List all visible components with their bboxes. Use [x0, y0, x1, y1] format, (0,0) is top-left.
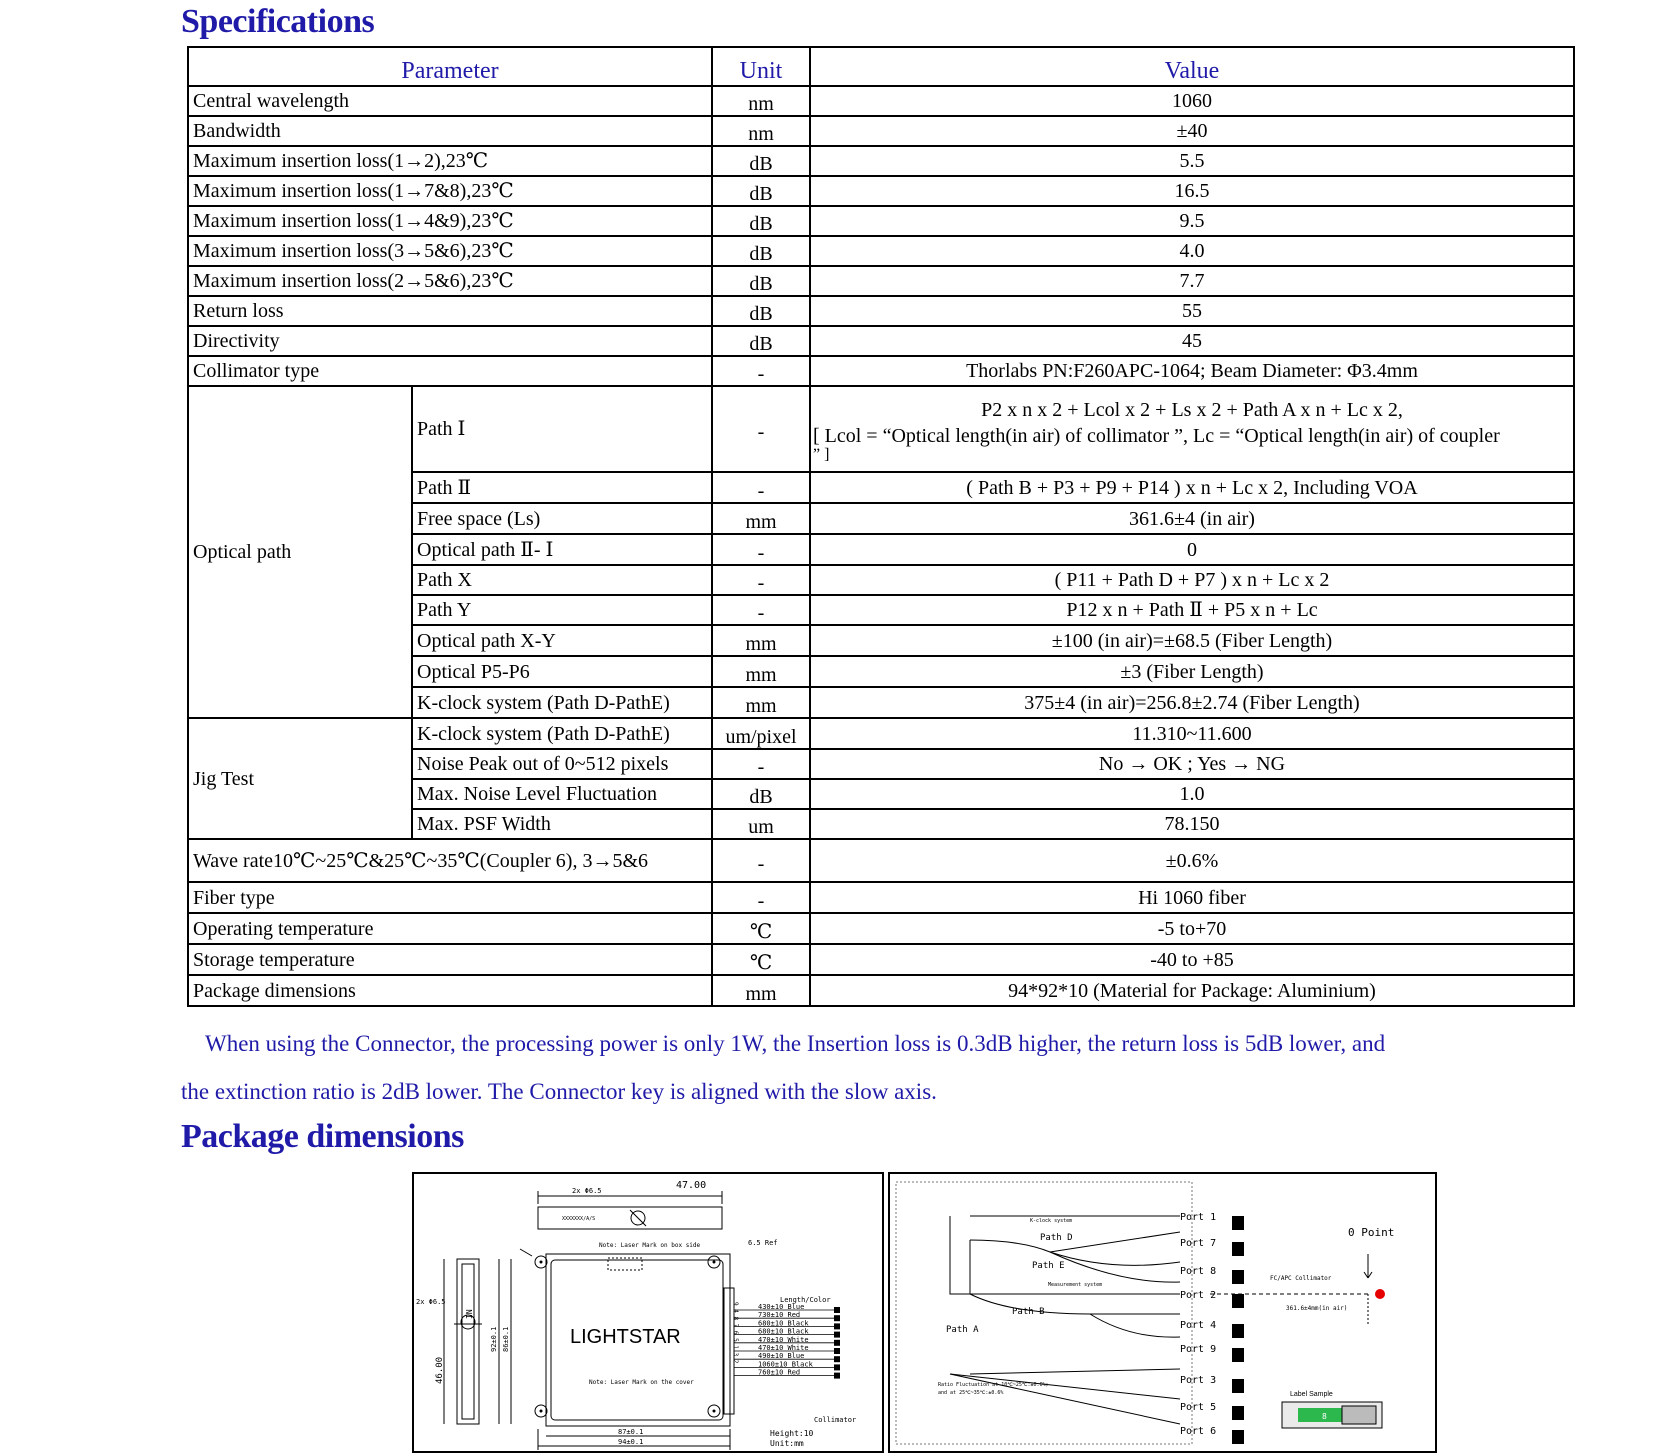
- value-cell: ±3 (Fiber Length): [810, 656, 1574, 687]
- kclock-label: K-clock system: [1030, 1218, 1073, 1224]
- port-label: Port 7: [1180, 1238, 1217, 1249]
- table-row: [188, 386, 1574, 472]
- param-cell: Collimator type: [188, 356, 712, 386]
- param-cell: K-clock system (Path D-PathE): [412, 718, 712, 749]
- ratio-note-2: and at 25℃~35℃:±0.6%: [938, 1390, 1004, 1396]
- length-color-title: Length/Color: [780, 1296, 831, 1304]
- optical-diagram-svg: [890, 1174, 1435, 1451]
- value-cell: 1060: [810, 86, 1574, 116]
- measurement-label: Measurement system: [1048, 1282, 1103, 1288]
- fiber-spec: 470±10 White: [758, 1344, 809, 1352]
- param-cell: Storage temperature: [188, 944, 712, 975]
- package-drawing-svg: [414, 1174, 882, 1451]
- param-cell: Maximum insertion loss(3→5&6),23℃: [188, 236, 712, 266]
- unit-cell: nm: [712, 86, 810, 116]
- fiber-list: [734, 1303, 840, 1379]
- fiber-connector: [834, 1373, 840, 1379]
- fiber-connector: [834, 1315, 840, 1321]
- port-label: Port 1: [1180, 1212, 1217, 1223]
- specifications-title: Specifications: [181, 3, 375, 40]
- fiber-connector: [834, 1340, 840, 1346]
- port-label: Port 8: [1180, 1266, 1217, 1277]
- param-cell: Package dimensions: [188, 975, 712, 1006]
- unit-cell: -: [712, 565, 810, 595]
- fiber-spec: 680±10 Black: [758, 1327, 809, 1336]
- param-cell: Maximum insertion loss(2→5&6),23℃: [188, 266, 712, 296]
- table-row: [188, 236, 1574, 266]
- value-cell: P12 x n + Path Ⅱ + P5 x n + Lc: [810, 595, 1574, 625]
- zero-point-label: 0 Point: [1348, 1226, 1395, 1239]
- table-row: [188, 944, 1574, 975]
- value-cell: ±100 (in air)=±68.5 (Fiber Length): [810, 625, 1574, 656]
- port-label: Port 6: [1180, 1426, 1217, 1437]
- fiber-connector: [834, 1323, 840, 1329]
- param-cell: Wave rate10℃~25℃&25℃~35℃(Coupler 6), 3→5&6: [188, 839, 712, 882]
- table-row: [188, 206, 1574, 236]
- holes-top-label: 2x Φ6.5: [572, 1187, 602, 1195]
- value-cell: Hi 1060 fiber: [810, 882, 1574, 913]
- table-row: [188, 356, 1574, 386]
- unit-cell: ℃: [712, 913, 810, 944]
- fiber-spec: 680±10 Black: [758, 1319, 809, 1328]
- param-cell: Operating temperature: [188, 913, 712, 944]
- table-row: [188, 839, 1574, 882]
- height-label: Height:10: [770, 1429, 814, 1438]
- optical-diagram: [888, 1172, 1437, 1453]
- unit-cell: dB: [712, 206, 810, 236]
- in-port-label: IN: [465, 1309, 474, 1319]
- param-cell: Max. Noise Level Fluctuation: [412, 779, 712, 809]
- value-cell: 9.5: [810, 206, 1574, 236]
- unit-cell: dB: [712, 779, 810, 809]
- param-cell: K-clock system (Path D-PathE): [412, 687, 712, 718]
- zero-point-marker: [1375, 1289, 1385, 1299]
- unit-cell: dB: [712, 176, 810, 206]
- port-label: Port 5: [1180, 1402, 1217, 1413]
- param-cell: Free space (Ls): [412, 503, 712, 534]
- path1-line2: [ Lcol = “Optical length(in air) of collimator ”, Lc = “Optical length(in air) of coupler: [813, 425, 1500, 447]
- value-cell: ±0.6%: [810, 839, 1574, 882]
- value-cell-path1: [810, 386, 1574, 472]
- brand-logo: LIGHTSTAR: [570, 1326, 681, 1348]
- unit-cell: mm: [712, 503, 810, 534]
- dim-94: 94±0.1: [618, 1438, 644, 1446]
- unit-cell: -: [712, 356, 810, 386]
- param-cell: Fiber type: [188, 882, 712, 913]
- fiber-spec: 730±10 Red: [758, 1311, 801, 1320]
- unit-cell: -: [712, 472, 810, 503]
- path-a-label: Path A: [946, 1325, 979, 1335]
- fiber-connector: [834, 1307, 840, 1313]
- value-cell: 375±4 (in air)=256.8±2.74 (Fiber Length): [810, 687, 1574, 718]
- value-cell: 45: [810, 326, 1574, 356]
- table-row: [188, 913, 1574, 944]
- unit-cell: dB: [712, 236, 810, 266]
- table-row: [188, 718, 1574, 749]
- svg-text:8: 8: [1322, 1412, 1327, 1421]
- value-cell: 1.0: [810, 779, 1574, 809]
- unit-cell: -: [712, 882, 810, 913]
- dim-92: 92±0.1: [490, 1326, 498, 1352]
- unit-cell: mm: [712, 975, 810, 1006]
- unit-cell: ℃: [712, 944, 810, 975]
- fiber-spec: 1060±10 Black: [758, 1360, 813, 1369]
- param-cell: Path Ⅱ: [412, 472, 712, 503]
- table-row: [188, 266, 1574, 296]
- param-cell: Path X: [412, 565, 712, 595]
- fiber-connector: [834, 1364, 840, 1370]
- value-cell: Thorlabs PN:F260APC-1064; Beam Diameter: Φ3.4mm: [810, 356, 1574, 386]
- note-text-1: When using the Connector, the processing power is only 1W, the Insertion loss is 0.3dB higher, the return loss is 5dB lower, and: [205, 1031, 1386, 1056]
- ratio-note-1: Ratio Fluctuation at 10℃~25℃:±0.6%;: [938, 1382, 1049, 1388]
- value-cell: 7.7: [810, 266, 1574, 296]
- param-cell: Maximum insertion loss(1→2),23℃: [188, 146, 712, 176]
- param-cell: Bandwidth: [188, 116, 712, 146]
- unit-cell: mm: [712, 656, 810, 687]
- fiber-spec: 760±10 Red: [758, 1368, 801, 1377]
- param-cell: Optical path X-Y: [412, 625, 712, 656]
- table-row: [188, 146, 1574, 176]
- unit-cell: mm: [712, 687, 810, 718]
- fiber-connector: [834, 1348, 840, 1354]
- unit-cell: -: [712, 595, 810, 625]
- param-cell: Directivity: [188, 326, 712, 356]
- port-label: Port 3: [1180, 1375, 1217, 1386]
- unit-cell: dB: [712, 266, 810, 296]
- param-cell: Optical P5-P6: [412, 656, 712, 687]
- value-cell: -5 to+70: [810, 913, 1574, 944]
- unit-cell: dB: [712, 146, 810, 176]
- port-list: [1180, 1212, 1216, 1437]
- unit-cell: -: [712, 839, 810, 882]
- unit-cell: -: [712, 386, 810, 472]
- table-row: [188, 86, 1574, 116]
- unit-cell: um/pixel: [712, 718, 810, 749]
- unit-cell: -: [712, 749, 810, 779]
- package-drawing: [412, 1172, 884, 1453]
- value-cell: 5.5: [810, 146, 1574, 176]
- table-row: [188, 116, 1574, 146]
- fiber-spec: 430±10 Blue: [758, 1303, 805, 1311]
- param-cell: Maximum insertion loss(1→7&8),23℃: [188, 176, 712, 206]
- port-label: Port 4: [1180, 1320, 1217, 1331]
- port-numbers-label: 9 4 8 7 6 5 1 3 2: [732, 1302, 739, 1364]
- table-row: [188, 882, 1574, 913]
- header-parameter: Parameter: [188, 47, 712, 86]
- path1-line1: P2 x n x 2 + Lcol x 2 + Ls x 2 + Path A x n + Lc x 2,: [981, 399, 1403, 421]
- holes-left-label: 2x Φ6.5: [416, 1298, 446, 1306]
- param-cell: Max. PSF Width: [412, 809, 712, 839]
- path-e-label: Path E: [1032, 1261, 1065, 1271]
- value-cell: ( Path B + P3 + P9 + P14 ) x n + Lc x 2, Including VOA: [810, 472, 1574, 503]
- dim-87: 87±0.1: [618, 1428, 644, 1436]
- fiber-connector: [834, 1356, 840, 1362]
- connector-note: [181, 1020, 1511, 1116]
- unit-cell: dB: [712, 326, 810, 356]
- header-value: Value: [810, 47, 1574, 86]
- fiber-connector: [834, 1332, 840, 1338]
- unit-cell: dB: [712, 296, 810, 326]
- distance-label: 361.6±4mm(in air): [1286, 1305, 1348, 1312]
- dim-46: 46.00: [435, 1356, 445, 1384]
- value-cell: 11.310~11.600: [810, 718, 1574, 749]
- table-header-row: [188, 47, 1574, 86]
- collimator-label: Collimator: [814, 1416, 857, 1424]
- unit-label: Unit:mm: [770, 1439, 804, 1448]
- value-cell: No → OK ; Yes → NG: [810, 749, 1574, 779]
- param-cell: Central wavelength: [188, 86, 712, 116]
- unit-cell: um: [712, 809, 810, 839]
- param-cell: Noise Peak out of 0~512 pixels: [412, 749, 712, 779]
- path1-line3: ” ]: [813, 446, 830, 463]
- value-cell: 361.6±4 (in air): [810, 503, 1574, 534]
- param-cell: Path Y: [412, 595, 712, 625]
- package-dimensions-title: Package dimensions: [181, 1118, 464, 1155]
- port-label: Port 9: [1180, 1344, 1217, 1355]
- header-unit: Unit: [712, 47, 810, 86]
- laser-mark-top-note: Note: Laser Mark on box side: [599, 1242, 701, 1249]
- table-row: [188, 296, 1574, 326]
- value-cell: 78.150: [810, 809, 1574, 839]
- laser-mark-bottom-note: Note: Laser Mark on the cover: [589, 1379, 694, 1386]
- value-cell: 94*92*10 (Material for Package: Aluminium): [810, 975, 1574, 1006]
- param-cell: Path Ⅰ: [412, 386, 712, 472]
- port-label: Port 2: [1180, 1290, 1217, 1301]
- fiber-spec: 490±10 Blue: [758, 1352, 805, 1361]
- group-optical-path: Optical path: [188, 386, 412, 718]
- path-d-label: Path D: [1040, 1233, 1073, 1243]
- path-b-label: Path B: [1012, 1307, 1045, 1317]
- group-jig-test: Jig Test: [188, 718, 412, 839]
- param-cell: Optical path Ⅱ- Ⅰ: [412, 534, 712, 565]
- value-cell: 4.0: [810, 236, 1574, 266]
- value-cell: 0: [810, 534, 1574, 565]
- unit-cell: -: [712, 534, 810, 565]
- connector-note-line2: the extinction ratio is 2dB lower. The Connector key is aligned with the slow axis.: [181, 1079, 937, 1104]
- param-cell: Maximum insertion loss(1→4&9),23℃: [188, 206, 712, 236]
- connector-note-line1: [181, 1020, 1511, 1068]
- value-cell: 16.5: [810, 176, 1574, 206]
- value-cell: 55: [810, 296, 1574, 326]
- specifications-table: [187, 46, 1575, 1007]
- fc-apc-label: FC/APC Collimator: [1270, 1275, 1332, 1282]
- label-sample-caption: Label Sample: [1290, 1391, 1333, 1398]
- value-cell: ±40: [810, 116, 1574, 146]
- fiber-spec: 470±10 White: [758, 1335, 809, 1344]
- value-cell: -40 to +85: [810, 944, 1574, 975]
- table-row: [188, 975, 1574, 1006]
- value-cell: ( P11 + Path D + P7 ) x n + Lc x 2: [810, 565, 1574, 595]
- table-row: [188, 326, 1574, 356]
- unit-cell: nm: [712, 116, 810, 146]
- param-cell: Return loss: [188, 296, 712, 326]
- unit-cell: mm: [712, 625, 810, 656]
- serial-label: XXXXXXX/A/S: [562, 1216, 596, 1222]
- ref-label: 6.5 Ref: [748, 1239, 778, 1247]
- dim-86: 86±0.1: [502, 1326, 510, 1352]
- table-row: [188, 176, 1574, 206]
- dim-47: 47.00: [676, 1180, 707, 1191]
